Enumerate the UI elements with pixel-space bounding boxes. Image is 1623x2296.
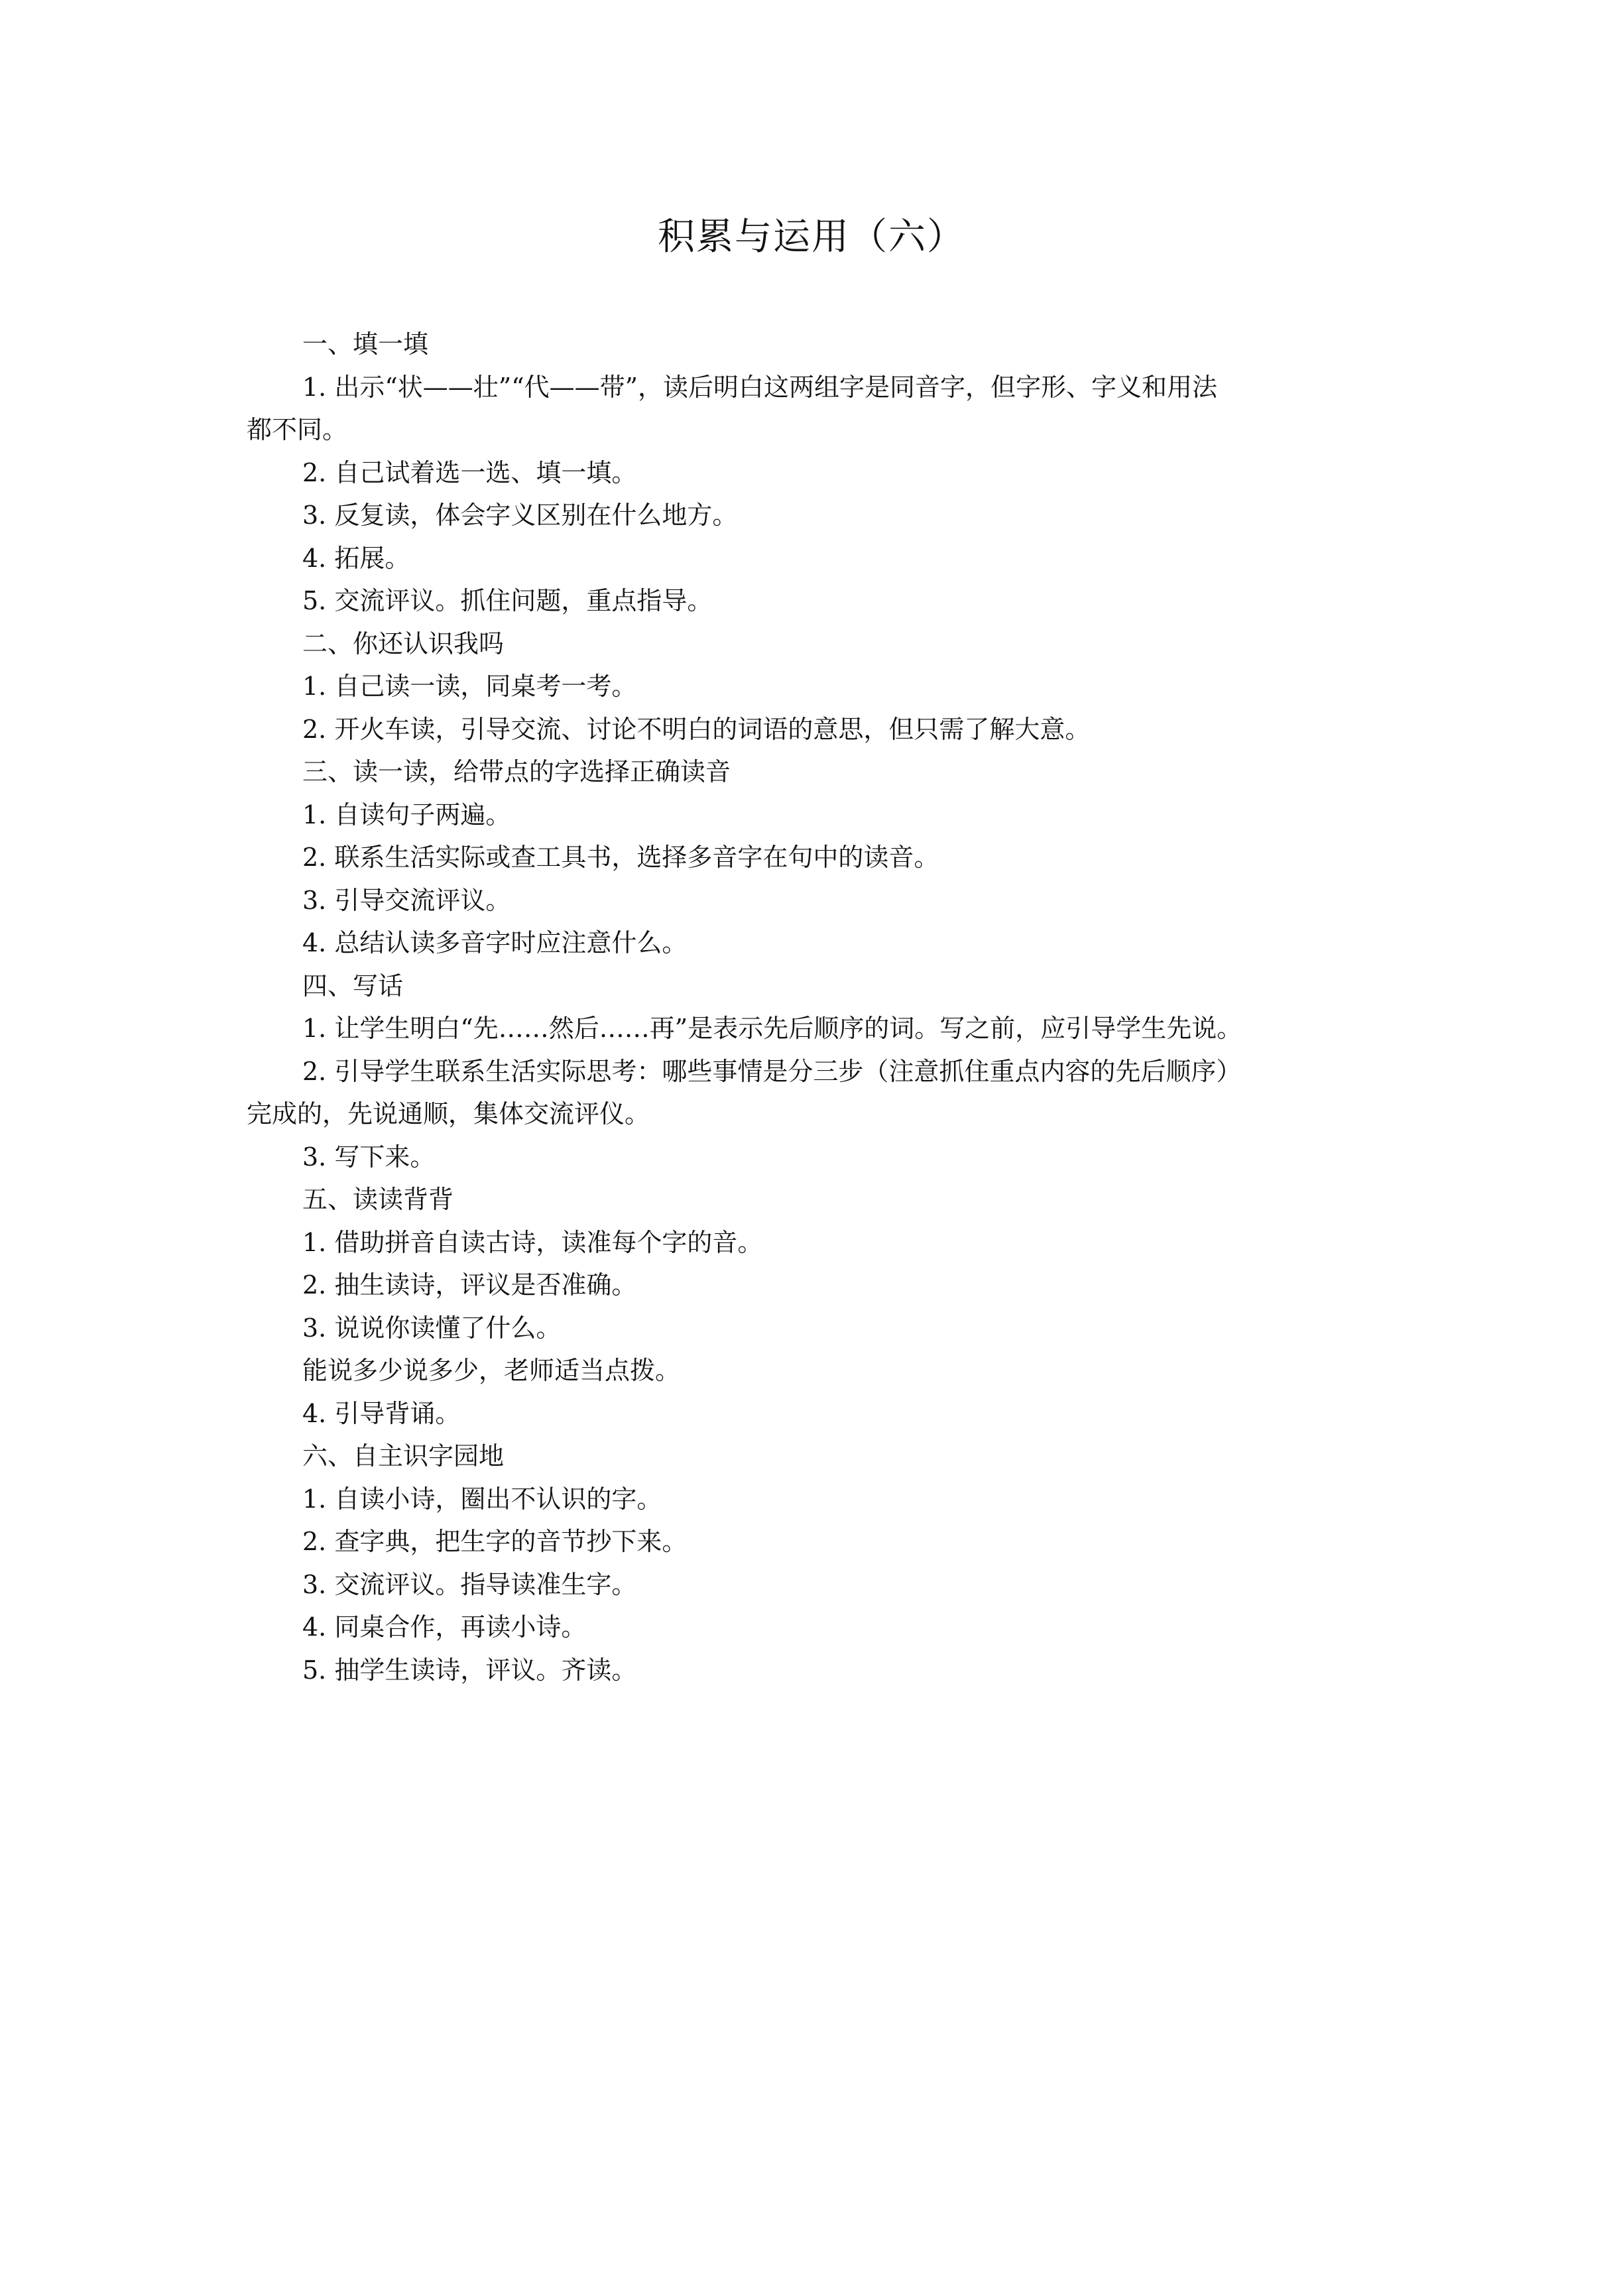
text-line: 完成的，先说通顺，集体交流评仪。 — [247, 1099, 650, 1128]
text-line: 1. 自读句子两遍。 — [302, 800, 511, 829]
text-line: 2. 引导学生联系生活实际思考：哪些事情是分三步（注意抓住重点内容的先后顺序） — [302, 1056, 1242, 1086]
text-line: 都不同。 — [247, 415, 348, 444]
text-line: 4. 引导背诵。 — [302, 1398, 461, 1428]
text-line: 3. 写下来。 — [302, 1142, 436, 1172]
text-line: 5. 交流评议。抓住问题，重点指导。 — [302, 586, 713, 615]
text-line: 能说多少说多少，老师适当点拨。 — [302, 1356, 681, 1385]
text-line: 六、自主识字园地 — [302, 1441, 505, 1471]
document-body — [247, 323, 1387, 1691]
text-line: 4. 同桌合作，再读小诗。 — [302, 1612, 587, 1642]
page-title: 积累与运用（六） — [658, 215, 965, 259]
text-line: 5. 抽学生读诗，评议。齐读。 — [302, 1655, 637, 1685]
text-line: 四、写话 — [302, 971, 404, 1000]
text-line: 二、你还认识我吗 — [302, 629, 505, 658]
text-line: 1. 自读小诗，圈出不认识的字。 — [302, 1484, 662, 1514]
text-line: 2. 查字典，把生字的音节抄下来。 — [302, 1527, 688, 1556]
text-line: 1. 出示“状——壮”“代——带”，读后明白这两组字是同音字，但字形、字义和用法 — [302, 372, 1218, 402]
text-line: 2. 抽生读诗，评议是否准确。 — [302, 1270, 637, 1299]
text-line: 3. 交流评议。指导读准生字。 — [302, 1569, 637, 1599]
text-line: 3. 引导交流评议。 — [302, 885, 511, 915]
text-line: 2. 自己试着选一选、填一填。 — [302, 457, 637, 487]
text-line: 1. 自己读一读，同桌考一考。 — [302, 672, 637, 701]
text-line: 一、填一填 — [302, 330, 429, 359]
text-line: 4. 拓展。 — [302, 543, 410, 573]
text-line: 3. 反复读，体会字义区别在什么地方。 — [302, 501, 738, 530]
text-line: 三、读一读，给带点的字选择正确读音 — [302, 757, 731, 786]
text-line: 2. 联系生活实际或查工具书，选择多音字在句中的读音。 — [302, 843, 939, 872]
text-line: 4. 总结认读多音字时应注意什么。 — [302, 928, 688, 957]
text-line: 1. 让学生明白“先……然后……再”是表示先后顺序的词。写之前，应引导学生先说。 — [302, 1014, 1242, 1043]
text-line: 1. 借助拼音自读古诗，读准每个字的音。 — [302, 1227, 763, 1257]
text-line: 2. 开火车读，引导交流、讨论不明白的词语的意思，但只需了解大意。 — [302, 714, 1091, 744]
text-line: 五、读读背背 — [302, 1185, 454, 1214]
text-line: 3. 说说你读懂了什么。 — [302, 1313, 562, 1343]
